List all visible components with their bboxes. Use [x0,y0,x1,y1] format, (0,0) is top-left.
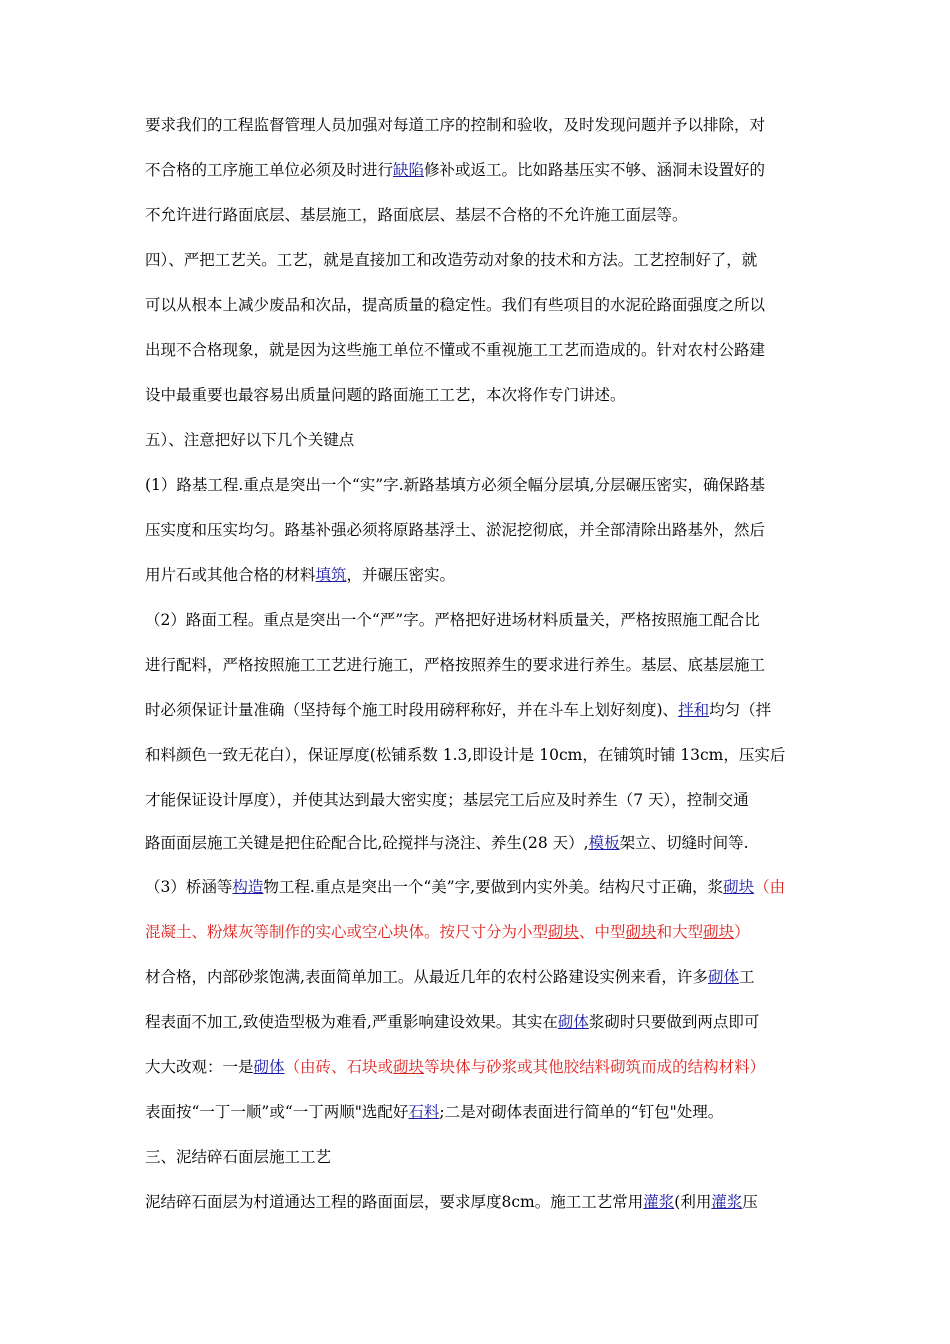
paragraph-line [145,430,354,450]
text-segment: 均匀（拌 [709,701,772,719]
text-segment: 浆砌时只要做到两点即可 [588,1013,760,1031]
text-segment: 不允许进行路面底层、基层施工，路面底层、基层不合格的不允许施工面层等。 [145,206,688,224]
text-segment: （2）路面工程。重点是突出一个“严”字。严格把好进场材料质量关，严格按照施工配合比 [145,611,760,629]
text-segment: 和料颜色一致无花白），保证厚度(松铺系数 1.3,即设计是 10cm，在铺筑时铺 13cm，压实后 [145,746,786,764]
paragraph-line [145,833,749,853]
annotation-text: ） [734,923,750,941]
paragraph-line [145,1012,759,1032]
glossary-link[interactable]: 砌块 [548,923,580,941]
text-segment: 压 [742,1193,758,1211]
text-segment: 四）、严把工艺关。工艺，就是直接加工和改造劳动对象的技术和方法。工艺控制好了，就 [145,251,758,269]
text-segment: 表面按“一丁一顺”或“一丁两顺"选配好 [145,1103,409,1121]
paragraph-line [145,295,765,315]
glossary-link[interactable]: 构造 [232,878,264,896]
paragraph-line [145,1147,331,1167]
paragraph-line [145,340,765,360]
glossary-link[interactable]: 砌体 [253,1058,285,1076]
text-segment: 出现不合格现象，就是因为这些施工单位不懂或不重视施工工艺而造成的。针对农村公路建 [145,341,766,359]
annotation-text: 等块体与砂浆或其他胶结料砌筑而成的结构材料） [424,1058,766,1076]
paragraph-line [145,475,765,495]
text-segment: 程表面不加工,致使造型极为难看,严重影响建设效果。其实在 [145,1013,558,1031]
text-segment: 三、泥结碎石面层施工工艺 [145,1148,332,1166]
paragraph-line [145,967,754,987]
annotation-text: 、中型 [579,923,626,941]
text-segment: 修补或返工。比如路基压实不够、涵洞未设置好的 [424,161,766,179]
glossary-link[interactable]: 模板 [588,834,620,852]
paragraph-line [145,205,688,225]
paragraph-line [145,1102,723,1122]
text-segment: (1）路基工程.重点是突出一个“实”字.新路基填方必须全幅分层填,分层碾压密实，确保路基 [145,476,766,494]
text-segment: 压实度和压实均匀。路基补强必须将原路基浮土、淤泥挖彻底，并全部清除出路基外，然后 [145,521,766,539]
paragraph-line [145,745,785,765]
paragraph-line [145,250,757,270]
text-segment: 物工程.重点是突出一个“美”字,要做到内实外美。结构尺寸正确，浆 [263,878,724,896]
glossary-link[interactable]: 砌体 [557,1013,589,1031]
glossary-link[interactable]: 灌浆 [711,1193,743,1211]
annotation-text: 混凝土、粉煤灰等制作的实心或空心块体。按尺寸分为小型 [145,923,549,941]
glossary-link[interactable]: 砌块 [393,1058,425,1076]
text-segment: 五）、注意把好以下几个关键点 [145,431,355,449]
text-segment: 可以从根本上减少废品和次品，提高质量的稳定性。我们有些项目的水泥砼路面强度之所以 [145,296,766,314]
glossary-link[interactable]: 砌块 [723,878,755,896]
glossary-link[interactable]: 砌块 [625,923,657,941]
text-segment: 工 [738,968,755,986]
text-segment: 不合格的工序施工单位必须及时进行 [145,161,394,179]
text-segment: 用片石或其他合格的材料 [145,566,316,584]
text-segment: 大大改观：一是 [145,1058,254,1076]
paragraph-line [145,655,765,675]
glossary-link[interactable]: 缺陷 [393,161,425,179]
text-segment: （3）桥涵等 [145,878,233,896]
paragraph-line [145,565,455,585]
glossary-link[interactable]: 拌和 [678,701,710,719]
paragraph-line [145,610,760,630]
text-segment: 架立、切缝时间等. [619,834,749,852]
paragraph-line [145,1192,758,1212]
text-segment: ，并碾压密实。 [346,566,456,584]
glossary-link[interactable]: 石料 [408,1103,440,1121]
paragraph-line [145,160,765,180]
text-segment: 路面面层施工关键是把住砼配合比,砼搅拌与浇注、养生(28 天）, [145,834,589,852]
text-segment: 泥结碎石面层为村道通达工程的路面面层，要求厚度8cm。施工工艺常用 [145,1193,644,1211]
paragraph-line [145,877,785,897]
text-segment: 进行配料，严格按照施工工艺进行施工，严格按照养生的要求进行养生。基层、底基层施工 [145,656,766,674]
paragraph-line [145,700,771,720]
paragraph-line [145,922,750,942]
text-segment: 要求我们的工程监督管理人员加强对每道工序的控制和验收，及时发现问题并予以排除，对 [145,116,766,134]
text-segment: (利用 [674,1193,712,1211]
annotation-text: （由砖、石块或 [284,1058,394,1076]
glossary-link[interactable]: 填筑 [315,566,347,584]
glossary-link[interactable]: 砌体 [707,968,739,986]
text-segment: 设中最重要也最容易出质量问题的路面施工工艺，本次将作专门讲述。 [145,386,626,404]
text-segment: 时必须保证计量准确（坚持每个施工时段用磅秤称好，并在斗车上划好刻度)、 [145,701,679,719]
text-segment: 才能保证设计厚度），并使其达到最大密实度；基层完工后应及时养生（7 天），控制交通 [145,791,749,809]
glossary-link[interactable]: 砌块 [703,923,735,941]
paragraph-line [145,385,626,405]
paragraph-line [145,1057,765,1077]
annotation-text: 和大型 [656,923,704,941]
text-segment: 材合格，内部砂浆饱满,表面简单加工。从最近几年的农村公路建设实例来看，许多 [145,968,708,986]
paragraph-line [145,115,765,135]
annotation-text: （由 [754,878,786,896]
glossary-link[interactable]: 灌浆 [643,1193,675,1211]
paragraph-line [145,790,749,810]
paragraph-line [145,520,765,540]
text-segment: ;二是对砌体表面进行简单的“钉包"处理。 [439,1103,724,1121]
